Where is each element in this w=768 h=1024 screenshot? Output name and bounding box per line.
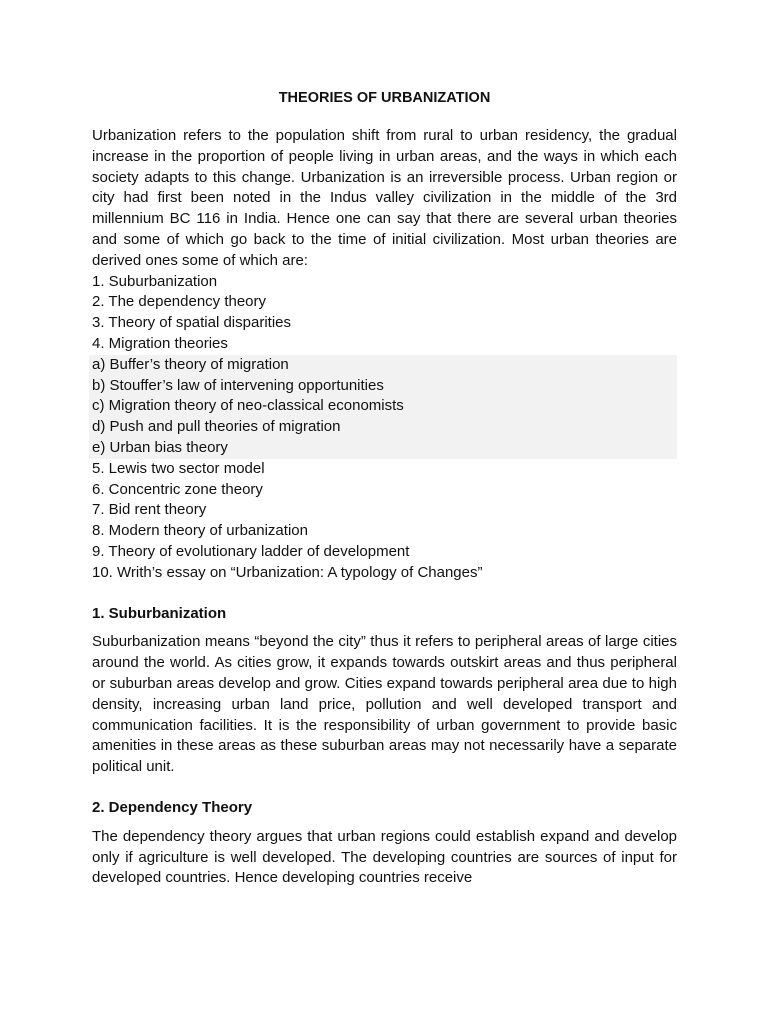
section-text-dependency-theory: The dependency theory argues that urban regions could establish expand and develop only if agriculture is well developed. The developing countries are sources of input for developed countries. Hence developing countries receive [92, 827, 677, 887]
section-heading-suburbanization: 1. Suburbanization [92, 604, 227, 622]
theory-list-continued [92, 459, 677, 584]
list-item: 6. Concentric zone theory [92, 480, 263, 498]
list-item: 9. Theory of evolutionary ladder of development [92, 542, 410, 560]
list-item: 5. Lewis two sector model [92, 459, 265, 477]
migration-theories-sublist [89, 355, 677, 459]
list-item: 7. Bid rent theory [92, 501, 207, 519]
list-item: 10. Writh’s essay on “Urbanization: A typology of Changes” [92, 563, 483, 581]
sublist-item: a) Buffer’s theory of migration [92, 355, 289, 373]
document-title: THEORIES OF URBANIZATION [278, 90, 491, 106]
sublist-item: d) Push and pull theories of migration [92, 418, 341, 436]
list-item: 2. The dependency theory [92, 293, 267, 311]
theory-list [92, 272, 677, 355]
document-body [92, 88, 677, 889]
sublist-item: e) Urban bias theory [92, 438, 228, 456]
section-heading-dependency-theory: 2. Dependency Theory [92, 798, 253, 816]
list-item: 1. Suburbanization [92, 272, 218, 290]
list-item: 3. Theory of spatial disparities [92, 314, 291, 332]
sublist-item: c) Migration theory of neo-classical economists [92, 397, 404, 415]
intro-paragraph: Urbanization refers to the population shift from rural to urban residency, the gradual increase in the proportion of people living in urban areas, and the ways in which each society adapts to this change. Urbanization is an irreversible process. Urban region or city had first been noted in the Indus valley civilization in the middle of the 3rd millennium BC 116 in India. Hence one can say that there are several urban theories and some of which go back to the time of initial civilization. Most urban theories are derived ones some of which are: [92, 127, 677, 269]
list-item: 4. Migration theories [92, 334, 228, 352]
sublist-item: b) Stouffer’s law of intervening opportunities [92, 376, 384, 394]
list-item: 8. Modern theory of urbanization [92, 522, 308, 540]
section-text-suburbanization: Suburbanization means “beyond the city” thus it refers to peripheral areas of large cities around the world. As cities grow, it expands towards outskirt areas and thus peripheral or suburban areas develop and grow. Cities expand towards peripheral area due to high density, increasing urban land price, pollution and well developed transport and communication facilities. It is the responsibility of urban government to provide basic amenities in these areas as these suburban areas may not necessarily have a separate political unit. [92, 633, 677, 776]
